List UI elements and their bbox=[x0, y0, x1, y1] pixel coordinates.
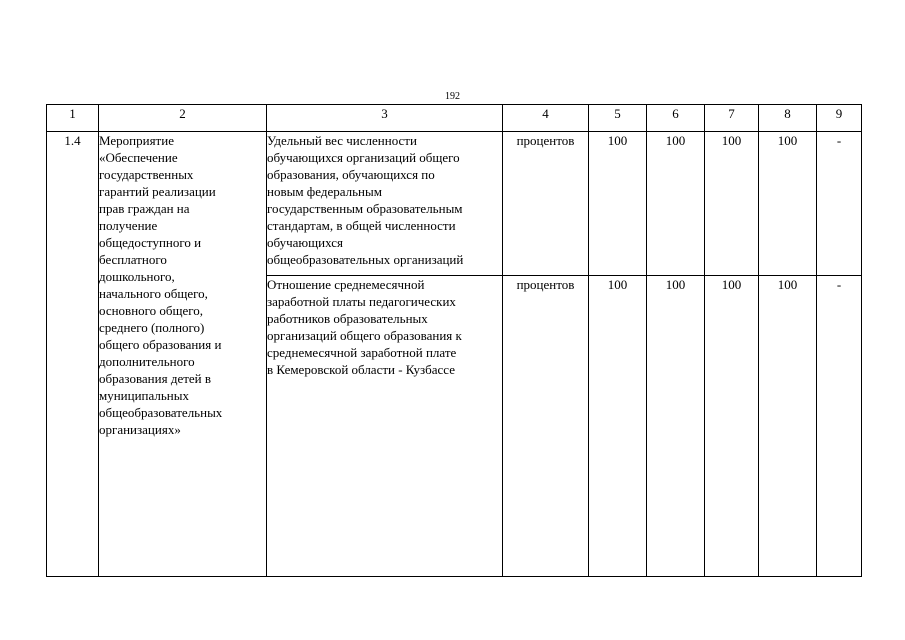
header-col-2: 2 bbox=[99, 105, 267, 132]
header-col-8: 8 bbox=[759, 105, 817, 132]
indicator-value-6: 100 bbox=[647, 276, 705, 577]
indicator-value-7: 100 bbox=[705, 276, 759, 577]
indicator-value-8: 100 bbox=[759, 276, 817, 577]
header-row bbox=[47, 105, 862, 132]
header-col-6: 6 bbox=[647, 105, 705, 132]
header-col-3: 3 bbox=[267, 105, 503, 132]
header-col-7: 7 bbox=[705, 105, 759, 132]
table-row bbox=[47, 132, 862, 276]
header-col-1: 1 bbox=[47, 105, 99, 132]
header-col-5: 5 bbox=[589, 105, 647, 132]
indicator-unit: процентов bbox=[503, 276, 589, 577]
activity-cell: Мероприятие «Обеспечение государственных гарантий реализации прав граждан на получение общедоступного и бесплатного дошкольного, начального общего, основного общего, среднего (полного) общего образования и дополнительного образования детей в муниципальных общеобразовательных организациях» bbox=[99, 132, 267, 577]
indicator-value-9: - bbox=[817, 132, 862, 276]
indicator-value-7: 100 bbox=[705, 132, 759, 276]
indicator-value-6: 100 bbox=[647, 132, 705, 276]
indicator-name: Отношение среднемесячной заработной платы педагогических работников образовательных организаций общего образования к среднемесячной заработной плате в Кемеровской области - Кузбассе bbox=[267, 276, 503, 577]
indicator-value-5: 100 bbox=[589, 276, 647, 577]
indicator-name: Удельный вес численности обучающихся организаций общего образования, обучающихся по новым федеральным государственным образовательным стандартам, в общей численности обучающихся общеобразовательных организаций bbox=[267, 132, 503, 276]
header-col-4: 4 bbox=[503, 105, 589, 132]
page-number: 192 bbox=[445, 91, 460, 102]
header-col-9: 9 bbox=[817, 105, 862, 132]
indicator-value-9: - bbox=[817, 276, 862, 577]
indicator-unit: процентов bbox=[503, 132, 589, 276]
indicators-table bbox=[46, 104, 862, 577]
indicator-value-5: 100 bbox=[589, 132, 647, 276]
row-number: 1.4 bbox=[47, 132, 99, 577]
indicator-value-8: 100 bbox=[759, 132, 817, 276]
